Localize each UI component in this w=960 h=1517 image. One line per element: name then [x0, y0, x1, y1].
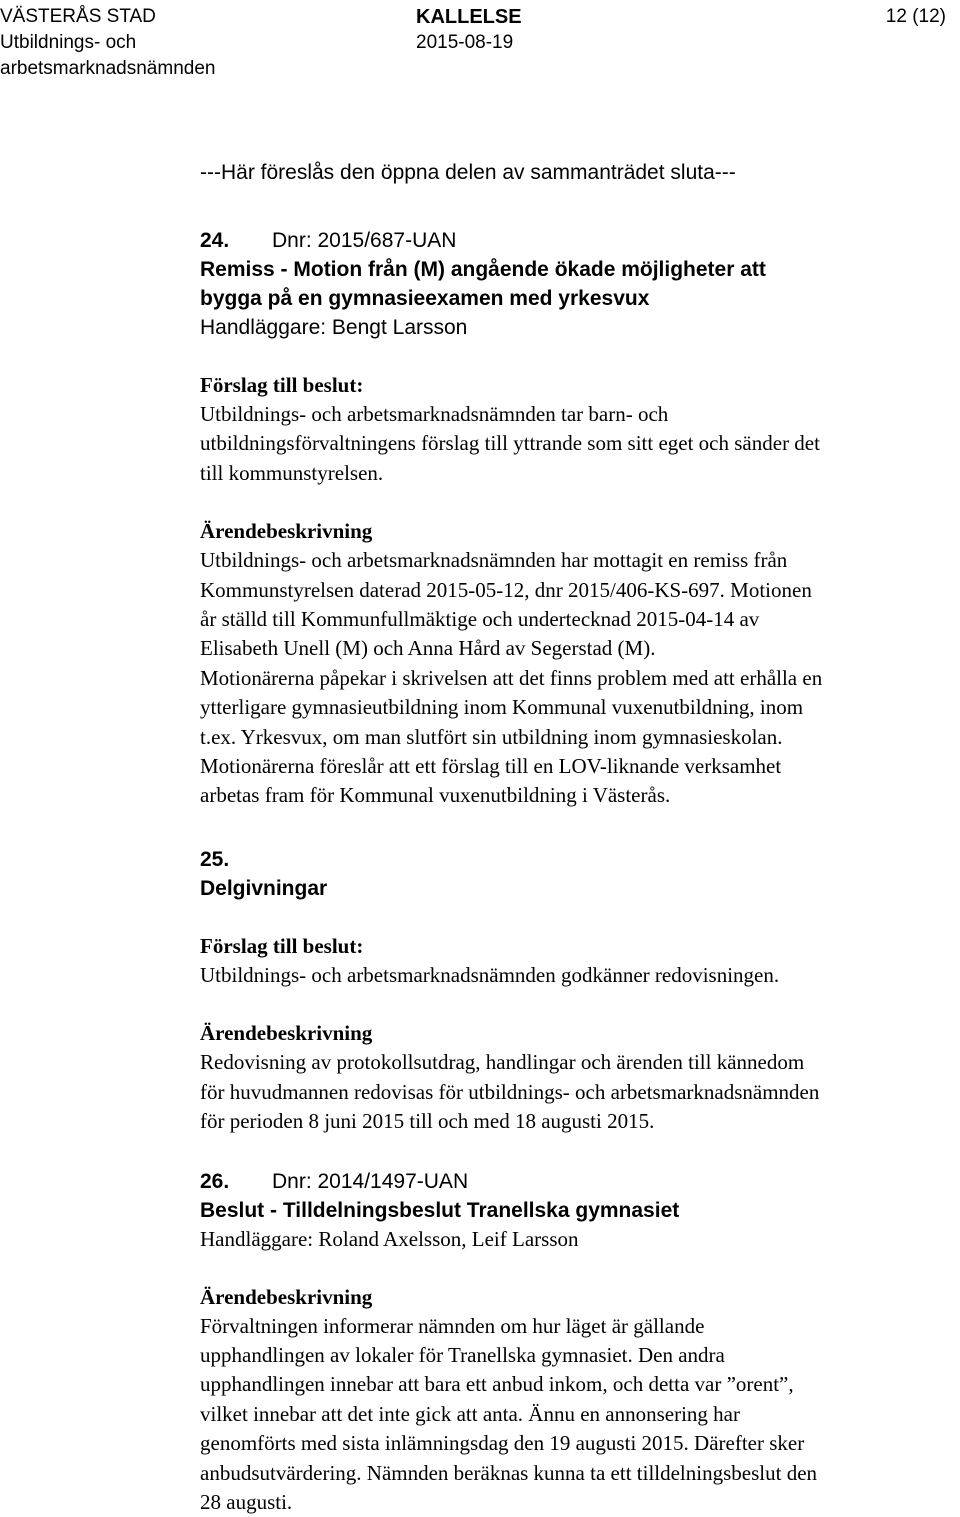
forslag-heading: Förslag till beslut: — [200, 371, 956, 400]
item-header — [200, 845, 956, 874]
doc-date: 2015-08-19 — [416, 30, 522, 56]
section-separator: ---Här föreslås den öppna delen av sammanträdet sluta--- — [200, 158, 956, 188]
item-title: Beslut - Tilldelningsbeslut Tranellska gymnasiet — [200, 1196, 956, 1225]
arende-heading: Ärendebeskrivning — [200, 1283, 956, 1312]
item-dnr: Dnr: 2015/687-UAN — [272, 229, 456, 252]
item-header — [200, 226, 956, 255]
arende-text: Utbildnings- och arbetsmarknadsnämnden har mottagit en remiss från Kommunstyrelsen daterad 2015-05-12, dnr 2015/406-KS-697. Motionen år ställd till Kommunfullmäktige och undertecknad 2015-04-14 av Elisabeth Unell (M) och Anna Hård av Segerstad (M). Motionärerna påpekar i skrivelsen att det finns problem med att erhålla en ytterligare gymnasieutbildning inom Kommunal vuxenutbildning, inom t.ex. Yrkesvux, om man slutfört sin utbildning inom gymnasieskolan. Motionärerna föreslår att ett förslag till en LOV-liknande verksamhet arbetas fram för Kommunal vuxenutbildning i Västerås. — [200, 546, 956, 811]
forslag-text: Utbildnings- och arbetsmarknadsnämnden tar barn- och utbildningsförvaltningens förslag till yttrande som sitt eget och sänder det till kommunstyrelsen. — [200, 400, 956, 488]
arende-text: Redovisning av protokollsutdrag, handlingar och ärenden till kännedom för huvudmannen redovisas för utbildnings- och arbetsmarknadsnämnden för perioden 8 juni 2015 till och med 18 augusti 2015. — [200, 1048, 956, 1136]
forslag-text: Utbildnings- och arbetsmarknadsnämnden godkänner redovisningen. — [200, 961, 956, 990]
org-name: VÄSTERÅS STAD — [0, 4, 215, 30]
agenda-item-24 — [200, 226, 956, 811]
item-title: Delgivningar — [200, 874, 956, 903]
header-left — [0, 4, 215, 82]
arende-heading: Ärendebeskrivning — [200, 1019, 956, 1048]
agenda-item-26 — [200, 1167, 956, 1517]
item-number: 26. — [200, 1167, 272, 1196]
forslag-heading: Förslag till beslut: — [200, 932, 956, 961]
dept-line-2: arbetsmarknadsnämnden — [0, 56, 215, 82]
item-title-line-1: Remiss - Motion från (M) angående ökade möjligheter att — [200, 255, 956, 284]
agenda-item-25 — [200, 845, 956, 1137]
item-dnr: Dnr: 2014/1497-UAN — [272, 1170, 468, 1193]
item-header — [200, 1167, 956, 1196]
header-center — [416, 4, 522, 56]
dept-line-1: Utbildnings- och — [0, 30, 215, 56]
document-body — [200, 158, 956, 1517]
item-handlaggare: Handläggare: Roland Axelsson, Leif Larsson — [200, 1225, 956, 1254]
item-handlaggare: Handläggare: Bengt Larsson — [200, 313, 956, 342]
item-number: 25. — [200, 845, 272, 874]
page-number: 12 (12) — [886, 4, 946, 30]
item-number: 24. — [200, 226, 272, 255]
arende-heading: Ärendebeskrivning — [200, 517, 956, 546]
item-title-line-2: bygga på en gymnasieexamen med yrkesvux — [200, 284, 956, 313]
page-header — [0, 0, 960, 80]
arende-text: Förvaltningen informerar nämnden om hur läget är gällande upphandlingen av lokaler för Tranellska gymnasiet. Den andra upphandlingen innebar att bara ett anbud inkom, och detta var ”orent”, vilket innebar att det inte gick att anta. Ännu en annonsering har genomförts med sista inlämningsdag den 19 augusti 2015. Därefter sker anbudsutvärdering. Nämnden beräknas kunna ta ett tilldelningsbeslut den 28 augusti. — [200, 1312, 956, 1517]
doc-type: KALLELSE — [416, 4, 522, 30]
